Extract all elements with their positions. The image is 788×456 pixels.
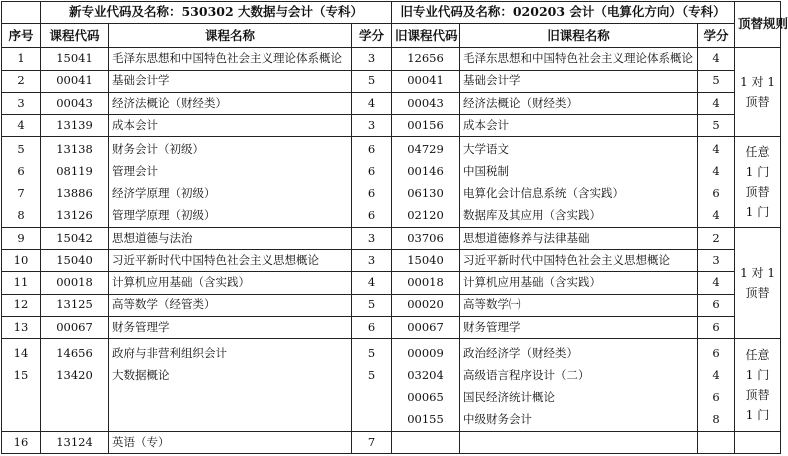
cell-line: 02120 xyxy=(407,208,444,223)
seq-cell: 12 xyxy=(2,294,41,316)
cell-line: 14656 xyxy=(56,345,93,360)
course-code-cell: 00041 xyxy=(41,70,109,92)
seq-cell: 10 xyxy=(2,250,41,272)
course-replacement-sheet xyxy=(1,1,788,454)
cell-line: 6 xyxy=(17,164,25,179)
table-row xyxy=(2,92,781,114)
table-row xyxy=(2,70,781,92)
table-row xyxy=(2,294,781,316)
old-credit-cell: 4 xyxy=(698,272,735,294)
seq-cell: 1 xyxy=(2,48,41,70)
old-course-code-cell: 00018 xyxy=(392,272,460,294)
table-row xyxy=(2,272,781,294)
cell-line: 14 xyxy=(13,345,29,360)
credit-cell: 5 xyxy=(352,70,392,92)
seq-cell xyxy=(2,137,41,228)
seq-cell: 3 xyxy=(2,92,41,114)
course-name-cell: 习近平新时代中国特色社会主义思想概论 xyxy=(109,250,352,272)
cell-line: 5 xyxy=(367,367,376,382)
cell-line: 03204 xyxy=(407,367,444,382)
cell-line: 8 xyxy=(712,411,720,426)
credit-cell: 3 xyxy=(352,114,392,136)
cell-line: 5 xyxy=(367,345,376,360)
course-code-cell xyxy=(41,338,109,431)
old-course-code-cell: 00020 xyxy=(392,294,460,316)
table-row xyxy=(2,227,781,249)
cell-line: 4 xyxy=(712,164,720,179)
new-major-title: 新专业代码及名称：530302 大数据与会计（专科） xyxy=(41,2,392,24)
table-row xyxy=(2,114,781,136)
course-name-cell: 基础会计学 xyxy=(109,70,352,92)
seq-cell xyxy=(2,338,41,431)
old-course-name-cell: 经济法概论（财经类） xyxy=(460,92,698,114)
course-code-cell xyxy=(41,137,109,228)
cell-line: 6 xyxy=(367,186,376,201)
cell-line: 00146 xyxy=(407,164,444,179)
old-credit-cell: 5 xyxy=(698,114,735,136)
cell-line: 00065 xyxy=(407,389,444,404)
credit-cell: 3 xyxy=(352,48,392,70)
group-row xyxy=(2,137,781,228)
replacement-rule: 任意 1 门 顶替 1 门 xyxy=(735,137,781,228)
col-old-course-name: 旧课程名称 xyxy=(460,24,698,48)
seq-cell: 16 xyxy=(2,431,41,453)
rule-header: 顶替规则 xyxy=(735,2,781,48)
cell-line: 高级语言程序设计（二） xyxy=(463,367,590,382)
cell-line: 政府与非营利组织会计 xyxy=(112,345,227,360)
col-old-credit: 学分 xyxy=(698,24,735,48)
old-course-code-cell: 15040 xyxy=(392,250,460,272)
cell-line: 管理学原理（初级） xyxy=(112,208,216,223)
table-row xyxy=(2,48,781,70)
cell-line: 4 xyxy=(712,142,720,157)
old-course-name-cell xyxy=(460,137,698,228)
col-seq: 序号 xyxy=(2,24,41,48)
old-credit-cell: 4 xyxy=(698,92,735,114)
cell-line: 4 xyxy=(712,208,720,223)
cell-line: 6 xyxy=(367,142,376,157)
course-code-cell: 00067 xyxy=(41,316,109,338)
replacement-rule: 1 对 1 顶替 xyxy=(735,227,781,338)
old-course-code-cell xyxy=(392,338,460,431)
col-credit: 学分 xyxy=(352,24,392,48)
old-course-code-cell: 00156 xyxy=(392,114,460,136)
replacement-rule: 任意 1 门 顶替 1 门 xyxy=(735,338,781,431)
cell-line: 大学语文 xyxy=(463,142,510,157)
old-course-name-cell: 毛泽东思想和中国特色社会主义理论体系概论 xyxy=(460,48,698,70)
cell-line: 中级财务会计 xyxy=(463,411,533,426)
credit-cell: 4 xyxy=(352,272,392,294)
seq-cell: 13 xyxy=(2,316,41,338)
old-credit-cell: 4 xyxy=(698,48,735,70)
old-credit-cell: 5 xyxy=(698,70,735,92)
cell-line: 大数据概论 xyxy=(112,367,170,382)
old-credit-cell xyxy=(698,338,735,431)
old-course-name-cell: 成本会计 xyxy=(460,114,698,136)
credit-cell: 3 xyxy=(352,227,392,249)
credit-cell: 4 xyxy=(352,92,392,114)
course-code-cell: 00043 xyxy=(41,92,109,114)
cell-line: 8 xyxy=(17,208,25,223)
old-course-name-cell: 习近平新时代中国特色社会主义思想概论 xyxy=(460,250,698,272)
course-name-cell: 经济法概论（财经类） xyxy=(109,92,352,114)
credit-cell: 7 xyxy=(352,431,392,453)
course-code-cell: 15040 xyxy=(41,250,109,272)
cell-line: 5 xyxy=(17,142,25,157)
cell-line: 数据库及其应用（含实践） xyxy=(463,208,602,223)
old-credit-cell: 6 xyxy=(698,294,735,316)
rule-cell xyxy=(735,431,781,453)
old-course-name-cell xyxy=(460,338,698,431)
course-name-cell: 英语（专） xyxy=(109,431,352,453)
old-course-name-cell xyxy=(460,431,698,453)
old-major-title: 旧专业代码及名称：020203 会计（电算化方向）（专科） xyxy=(392,2,735,24)
cell-line: 管理会计 xyxy=(112,164,158,179)
table-row xyxy=(2,250,781,272)
old-credit-cell: 2 xyxy=(698,227,735,249)
cell-line: 6 xyxy=(367,208,376,223)
cell-line: 经济学原理（初级） xyxy=(112,186,216,201)
course-code-cell: 13124 xyxy=(41,431,109,453)
old-course-code-cell: 00067 xyxy=(392,316,460,338)
table-row xyxy=(2,431,781,453)
col-course-code: 课程代码 xyxy=(41,24,109,48)
cell-line: 7 xyxy=(17,186,25,201)
old-course-code-cell xyxy=(392,431,460,453)
old-course-code-cell: 00043 xyxy=(392,92,460,114)
course-name-cell: 毛泽东思想和中国特色社会主义理论体系概论 xyxy=(109,48,352,70)
course-code-cell: 13125 xyxy=(41,294,109,316)
cell-line: 13126 xyxy=(56,208,93,223)
course-code-cell: 00018 xyxy=(41,272,109,294)
course-name-cell: 成本会计 xyxy=(109,114,352,136)
cell-line: 13886 xyxy=(56,186,93,201)
old-course-name-cell: 高等数学㈠ xyxy=(460,294,698,316)
replacement-rule: 1 对 1 顶替 xyxy=(735,48,781,137)
cell-line: 08119 xyxy=(56,164,93,179)
old-credit-cell: 3 xyxy=(698,250,735,272)
course-name-cell: 财务管理学 xyxy=(109,316,352,338)
cell-line: 06130 xyxy=(407,186,444,201)
cell-line: 4 xyxy=(712,367,720,382)
cell-line: 04729 xyxy=(407,142,444,157)
course-name-cell xyxy=(109,137,352,228)
cell-line: 00009 xyxy=(407,345,444,360)
seq-cell: 11 xyxy=(2,272,41,294)
seq-cell: 9 xyxy=(2,227,41,249)
col-old-course-code: 旧课程代码 xyxy=(392,24,460,48)
col-course-name: 课程名称 xyxy=(109,24,352,48)
cell-line: 6 xyxy=(712,186,720,201)
cell-line: 政治经济学（财经类） xyxy=(463,345,579,360)
old-course-code-cell: 00041 xyxy=(392,70,460,92)
credit-cell: 5 xyxy=(352,294,392,316)
seq-cell: 2 xyxy=(2,70,41,92)
cell-line: 00155 xyxy=(407,411,444,426)
old-course-code-cell: 03706 xyxy=(392,227,460,249)
course-name-cell: 高等数学（经管类） xyxy=(109,294,352,316)
old-credit-cell: 6 xyxy=(698,316,735,338)
cell-line: 电算化会计信息系统（含实践） xyxy=(463,186,625,201)
credit-cell: 3 xyxy=(352,250,392,272)
course-name-cell: 计算机应用基础（含实践） xyxy=(109,272,352,294)
course-code-cell: 13139 xyxy=(41,114,109,136)
cell-line: 15 xyxy=(13,367,29,382)
credit-cell: 6 xyxy=(352,316,392,338)
header-row-major xyxy=(2,2,781,24)
cell-line: 国民经济统计概论 xyxy=(463,389,556,404)
corner-cell xyxy=(2,2,41,24)
cell-line: 13420 xyxy=(56,367,93,382)
credit-cell xyxy=(352,338,392,431)
old-course-name-cell: 基础会计学 xyxy=(460,70,698,92)
old-credit-cell xyxy=(698,137,735,228)
cell-line: 6 xyxy=(367,164,376,179)
credit-cell xyxy=(352,137,392,228)
old-course-code-cell xyxy=(392,137,460,228)
old-course-code-cell: 12656 xyxy=(392,48,460,70)
old-course-name-cell: 思想道德修养与法律基础 xyxy=(460,227,698,249)
course-code-cell: 15041 xyxy=(41,48,109,70)
cell-line: 13138 xyxy=(56,142,93,157)
old-course-name-cell: 财务管理学 xyxy=(460,316,698,338)
cell-line: 6 xyxy=(712,389,720,404)
old-credit-cell xyxy=(698,431,735,453)
group-row xyxy=(2,338,781,431)
cell-line: 中国税制 xyxy=(463,164,510,179)
course-replacement-table xyxy=(1,1,788,454)
cell-line: 6 xyxy=(712,345,720,360)
old-course-name-cell: 计算机应用基础（含实践） xyxy=(460,272,698,294)
table-row xyxy=(2,316,781,338)
course-name-cell: 思想道德与法治 xyxy=(109,227,352,249)
header-row-columns xyxy=(2,24,781,48)
course-code-cell: 15042 xyxy=(41,227,109,249)
seq-cell: 4 xyxy=(2,114,41,136)
course-name-cell xyxy=(109,338,352,431)
cell-line: 财务会计（初级） xyxy=(112,142,204,157)
